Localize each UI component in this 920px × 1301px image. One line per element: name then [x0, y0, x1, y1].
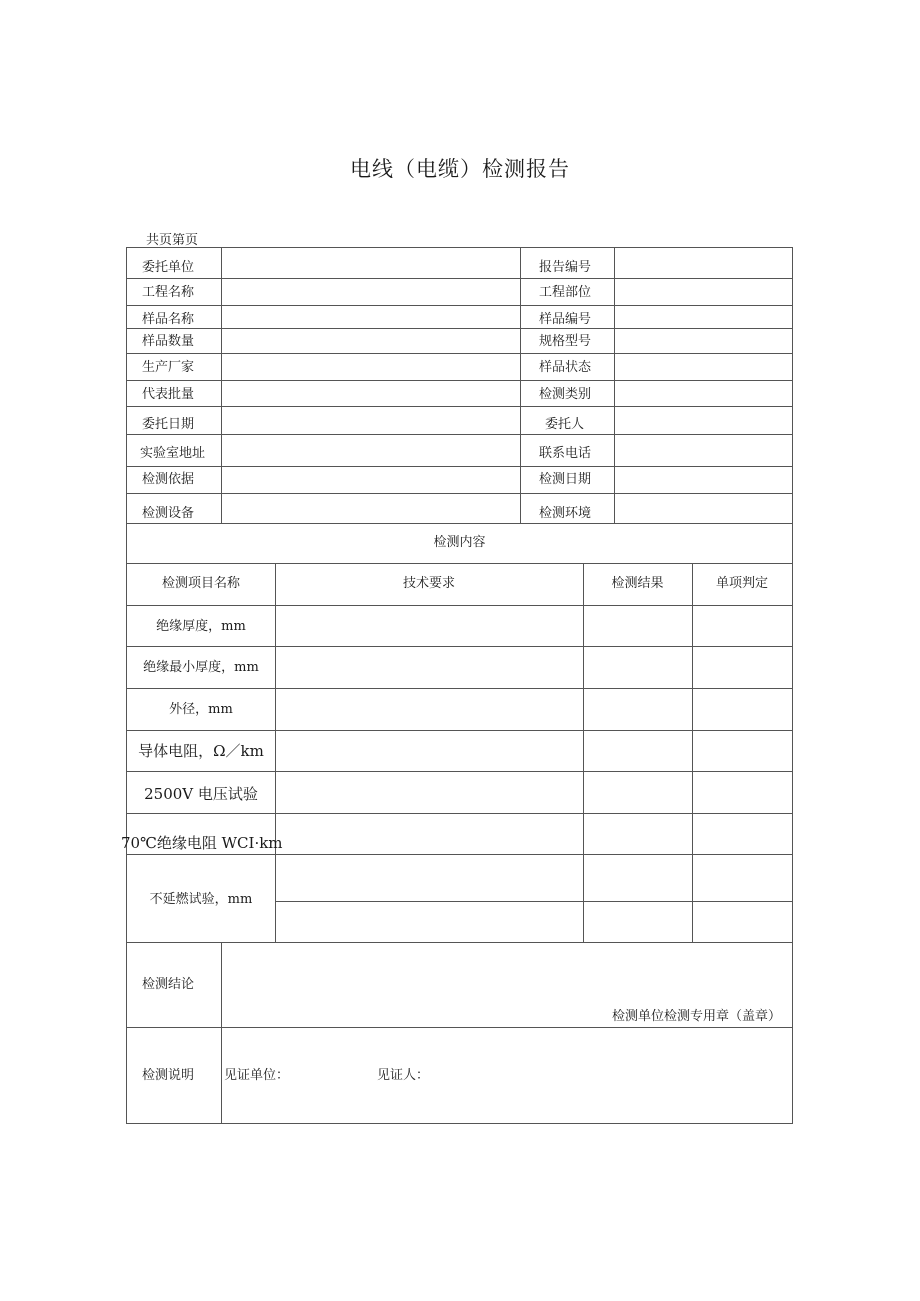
info-label-right: 检测环境 — [539, 506, 592, 521]
rule-info-col-1 — [221, 248, 222, 523]
page-count: 共页第页 — [146, 233, 199, 248]
rule-info-8 — [127, 466, 792, 467]
conclusion-label: 检测结论 — [142, 977, 195, 992]
rule-info-col-2 — [520, 248, 521, 523]
info-label-left: 委托单位 — [142, 260, 195, 275]
item-name: 2500V 电压试验 — [144, 785, 258, 803]
column-header-verdict: 单项判定 — [715, 576, 768, 591]
info-label-left: 生产厂家 — [142, 360, 195, 375]
rule-info-1 — [127, 278, 792, 279]
item-name: 导体电阻，Ω／km — [138, 742, 264, 760]
rule-info-3 — [127, 328, 792, 329]
rule-info-9 — [127, 493, 792, 494]
content-heading: 检测内容 — [433, 535, 486, 550]
column-header-result: 检测结果 — [611, 576, 664, 591]
rule-content-col-3 — [692, 563, 693, 942]
rule-item-7-split — [275, 901, 792, 902]
rule-item-7 — [127, 942, 792, 943]
info-label-right: 报告编号 — [539, 260, 592, 275]
rule-info-6 — [127, 406, 792, 407]
rule-info-10 — [127, 523, 792, 524]
item-name: 70℃绝缘电阻 WCI·km — [121, 834, 283, 852]
rule-conclusion — [127, 1027, 792, 1028]
witness-unit-label: 见证单位： — [224, 1068, 290, 1083]
witness-person-label: 见证人： — [377, 1068, 430, 1083]
info-label-left: 检测依据 — [142, 472, 195, 487]
info-label-right: 样品状态 — [539, 360, 592, 375]
info-label-right: 检测类别 — [539, 387, 592, 402]
report-table — [121, 247, 793, 1124]
page-title: 电线（电缆）检测报告 — [350, 157, 570, 181]
rule-info-5 — [127, 380, 792, 381]
rule-info-2 — [127, 305, 792, 306]
info-label-left: 工程名称 — [142, 285, 195, 300]
column-header-requirement: 技术要求 — [402, 576, 455, 591]
info-label-right: 委托人 — [545, 417, 585, 432]
column-header-item: 检测项目名称 — [161, 576, 240, 591]
rule-info-7 — [127, 434, 792, 435]
info-label-right: 样品编号 — [539, 312, 592, 327]
info-label-right: 规格型号 — [539, 334, 592, 349]
item-name: 绝缘最小厚度，mm — [143, 660, 259, 675]
remark-label: 检测说明 — [142, 1068, 195, 1083]
item-name: 绝缘厚度，mm — [156, 619, 246, 634]
info-label-left: 样品名称 — [142, 312, 195, 327]
rule-info-4 — [127, 353, 792, 354]
rule-content-col-1 — [275, 563, 276, 942]
stamp-note: 检测单位检测专用章（盖章） — [612, 1009, 782, 1024]
rule-info-col-3 — [614, 248, 615, 523]
rule-content-col-2 — [583, 563, 584, 942]
info-label-right: 联系电话 — [539, 446, 592, 461]
rule-bottom-col — [221, 942, 222, 1123]
item-name: 外径，mm — [169, 702, 233, 717]
info-label-right: 工程部位 — [539, 285, 592, 300]
item-name: 不延燃试验，mm — [149, 892, 253, 907]
info-label-left: 实验室地址 — [140, 446, 206, 461]
info-label-left: 检测设备 — [142, 506, 195, 521]
info-label-right: 检测日期 — [539, 472, 592, 487]
info-label-left: 委托日期 — [142, 417, 195, 432]
info-label-left: 样品数量 — [142, 334, 195, 349]
info-label-left: 代表批量 — [142, 387, 195, 402]
